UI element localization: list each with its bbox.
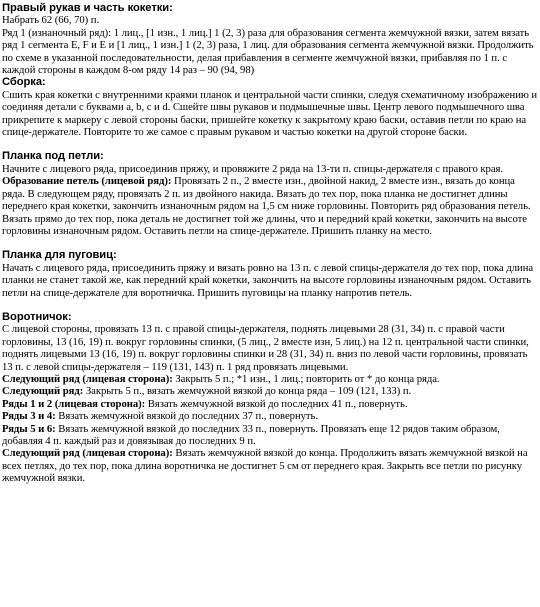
collar-row-label: Следующий ряд:	[2, 385, 84, 398]
section-spacer	[2, 237, 538, 249]
section-spacer	[2, 138, 538, 150]
sleeve-heading: Правый рукав и часть кокетки:	[2, 2, 173, 14]
collar-row-text: Вязать жемчужной вязкой до конца. Продолжить вязать жемчужной вязкой на всех петлях, до тех пор, пока длина воротничка не достигнет 5 см от переднего края. Закрыть все петли по рисунку жемчужной вязки.	[2, 447, 528, 485]
collar-heading: Воротничок:	[2, 310, 72, 323]
sleeve-row-1: Ряд 1 (изнаночный ряд): 1 лиц., [1 изн., 1 лиц.] 1 (2, 3) раза для образования сегмента жемчужной вязки, затем вязать ряд 1 сегмента E, F и E и [1 лиц., 1 изн.] 1 (2, 3) раза, 1 лиц. для образования сегмента жемчужной вязки. Продолжить по схеме в указанной последовательности, делая прибавления в сегменте жемчужной вязки, прибавляя по 1 п. с каждой стороны в каждом 8-ом ряду 14 раз – 90 (94, 98)	[2, 26, 534, 77]
collar-row-text: Вязать жемчужной вязкой до последних 41 п., повернуть.	[145, 397, 408, 410]
collar-row-label: Следующий ряд (лицевая сторона):	[2, 447, 173, 460]
button-band-heading: Планка для пуговиц:	[2, 249, 117, 262]
collar-row-text: Закрыть 5 п., вязать жемчужной вязкой до конца ряда – 109 (121, 133) п.	[83, 385, 412, 398]
buttonhole-row-label: Образование петель (лицевой ряд):	[2, 175, 172, 188]
assembly-text: Сшить края кокетки с внутренними краями планок и центральной части спинки, следуя схематичному изображению и соединяя детали с буквами а, b, c и d. Сшейте швы рукавов и подмышечные швы. Центр левого подмышечного шва прикрепите к маркеру с левой стороны баски, пришейте кокетку к закрытому краю баски, оставив петли по краю на спице-держателе. Повторите то же самое с правым рукавом и частью кокетки на другой стороне баски.	[2, 88, 538, 139]
collar-row-instruction	[2, 423, 538, 448]
collar-row-text: Закрыть 5 п.; *1 изн., 1 лиц.; повторить от * до конца ряда.	[172, 372, 440, 385]
collar-row-label: Ряды 5 и 6:	[2, 422, 56, 435]
collar-row-instruction	[2, 373, 538, 385]
collar-row-text: Вязать жемчужной вязкой до последних 37 п., повернуть.	[55, 410, 318, 423]
collar-row-label: Следующий ряд (лицевая сторона):	[2, 372, 173, 385]
collar-row-instruction	[2, 447, 538, 484]
assembly-heading: Сборка:	[2, 76, 46, 89]
collar-row-label: Ряды 1 и 2 (лицевая сторона):	[2, 397, 146, 410]
collar-row-instruction	[2, 398, 538, 410]
buttonhole-row-text: Провязать 2 п., 2 вместе изн., двойной накид, 2 вместе изн., вязать до конца ряда. В следующем ряду, провязать 2 п. из двойного накида. Вязать до тех пор, пока планка не достигнет длины переднего края кокетки, закончить изнаночным рядом на 1,5 см ниже горловины. Повторить ряд образования петель. Вязать прямо до тех пор, пока деталь не достигнет той же длины, что и передний край кокетки, закончить на высоте горловины изнаночным рядом. Оставить петли на спице-держателе. Пришить планку на место.	[2, 175, 531, 237]
section-spacer	[2, 299, 538, 311]
button-band-text: Начать с лицевого ряда, присоединить пряжу и вязать ровно на 13 п. с левой спицы-держателя до тех пор, пока длина планки не станет такой же, как передний край кокетки, закончить на высоте горловины изнаночным рядом. Оставить петли на спице-держателе для воротничка. Пришить пуговицы на планку напротив петель.	[2, 261, 534, 299]
collar-row-label: Ряды 3 и 4:	[2, 410, 56, 423]
buttonhole-band-instructions	[2, 175, 538, 237]
buttonhole-band-intro: Начните с лицевого ряда, присоединив пряжу, и провяжите 2 ряда на 13-ти п. спицы-держателя с правого края.	[2, 162, 504, 175]
collar-row-instruction	[2, 410, 538, 422]
sleeve-cast-on: Набрать 62 (66, 70) п.	[2, 14, 100, 27]
collar-row-text: Вязать жемчужной вязкой до последних 33 п., повернуть. Провязать еще 12 рядов таким образом, добавляя 4 п. каждый раз и довязывая до последних 9 п.	[2, 422, 500, 447]
collar-row-instruction	[2, 385, 538, 397]
buttonhole-band-heading: Планка под петли:	[2, 150, 104, 163]
collar-intro: С лицевой стороны, провязать 13 п. с правой спицы-держателя, поднять лицевыми 28 (31, 34) п. с правой части горловины, 13 (16, 19) п. вокруг горловины спинки, (5 лиц., 2 вместе изн, 5 лиц.) на 12 п. центральной части спинки, поднять лицевыми 13 (16, 19) п. вокруг горловины спинки и 28 (31, 34) п. вниз по левой части горловины, провязать 13 п. с левой спицы-держателя – 119 (131, 143) п. 1 ряд провязать лицевыми.	[2, 323, 529, 373]
